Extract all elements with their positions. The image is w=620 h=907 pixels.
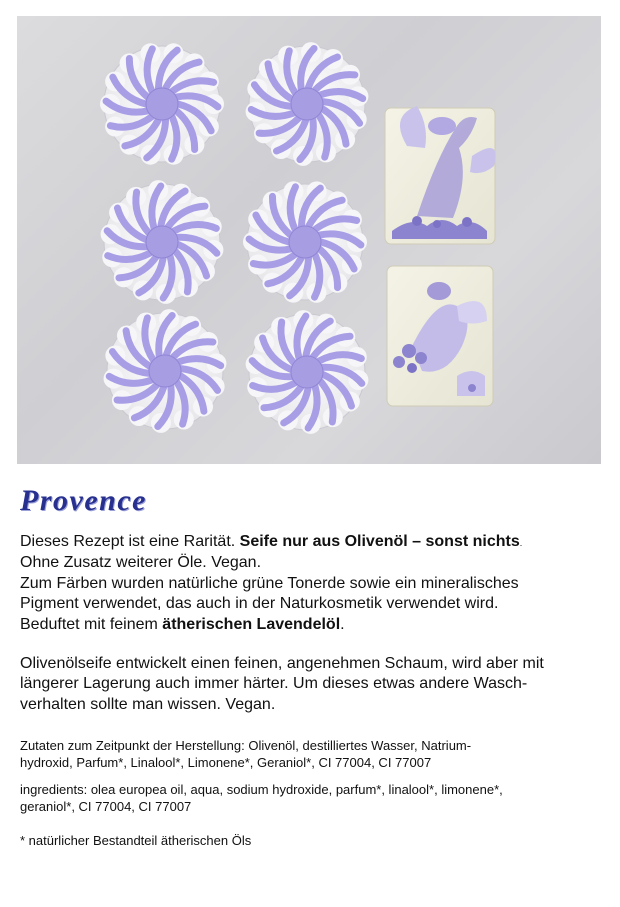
foam-paragraph [20,654,605,715]
description-line: Zum Färben wurden natürliche grüne Tonerde sowie ein mineralisches [20,574,519,592]
description-line: Dieses Rezept ist eine Rarität. Seife nur aus Olivenöl – sonst nichts. [20,533,523,550]
description-line: Pigment verwendet, das auch in der Naturkosmetik verwendet wird. [20,595,499,613]
product-photo [17,16,601,464]
zutaten-line: Zutaten zum Zeitpunkt der Herstellung: Olivenöl, destilliertes Wasser, Natrium- [20,738,472,753]
foam-line: Olivenölseife entwickelt einen feinen, angenehmen Schaum, wird aber mit [20,655,544,672]
fairy-soap-top [385,106,496,244]
soap-photo-illustration [17,16,601,464]
flower-soap [246,42,369,166]
footnote: * natürlicher Bestandteil ätherischen Öls [20,833,252,848]
description-line: Ohne Zusatz weiterer Öle. Vegan. [20,554,262,572]
zutaten-list [20,737,605,771]
foam-line: längerer Lagerung auch immer härter. Um dieses etwas andere Wasch- [20,675,528,693]
flower-soap [243,181,367,302]
foam-line: verhalten sollte man wissen. Vegan. [20,695,276,713]
flower-soap [101,180,224,304]
description-paragraph [20,532,605,635]
flower-soap [246,310,369,434]
description-line: Beduftet mit feinem ätherischen Lavendelöl. [20,615,345,633]
zutaten-line: hydroxid, Parfum*, Linalool*, Limonene*, Geraniol*, CI 77004, CI 77007 [20,755,432,770]
flower-soap [104,309,227,433]
flower-soap [100,43,224,164]
ingredients-line: geraniol*, CI 77004, CI 77007 [20,799,192,814]
fairy-soap-bottom [387,266,493,406]
ingredients-line: ingredients: olea europea oil, aqua, sodium hydroxide, parfum*, linalool*, limonene*, [20,782,503,797]
ingredients-list [20,781,605,815]
page-title: Provence [20,484,147,517]
